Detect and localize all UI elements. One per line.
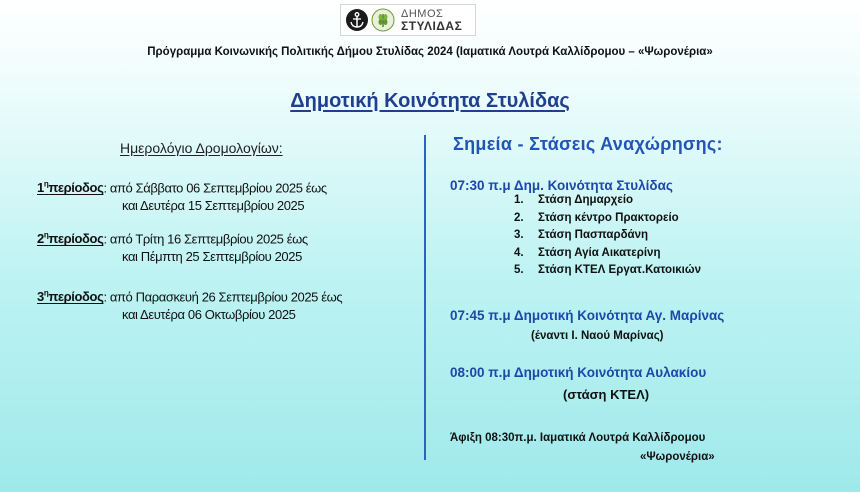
period-3 [37,285,342,324]
departure-ag-marina: 07:45 π.μ Δημοτική Κοινότητα Αγ. Μαρίνας [450,308,725,323]
period-label: $1^\eta\pi\varepsilon\rho ίo\delta o\varsigma$ [37,180,104,196]
page-title: Δημοτική Κοινότητα Στυλίδας [290,90,570,112]
period-label: $3^\eta\pi\varepsilon\rho ίo\delta o\varsigma$ [37,289,104,305]
program-subtitle: Πρόγραμμα Κοινωνικής Πολιτικής Δήμου Στυλίδας 2024 (Ιαματικά Λουτρά Καλλίδρομου – «Ψωρονέρια» [147,46,713,58]
calendar-heading: Ημερολόγιο Δρομολογίων: [120,140,283,156]
period-3-dates-start: : από Παρασκευή 26 Σεπτεμβρίου 2025 έως [103,289,343,305]
period-1 [37,176,327,215]
list-item: 5. Στάση ΚΤΕΛ Εργατ.Κατοικιών [514,264,701,276]
period-2-dates-start: : από Τρίτη 16 Σεπτεμβρίου 2025 έως [103,231,308,247]
arrival-place: «Ψωρονέρια» [640,451,715,463]
municipality-logo [340,4,476,36]
list-item: 3. Στάση Πασπαρδάνη [514,229,649,241]
stops-heading: Σημεία - Στάσεις Αναχώρησης: [453,134,723,154]
period-1-dates-end: και Δευτέρα 15 Σεπτεμβρίου 2025 [122,198,305,214]
list-item: 4. Στάση Αγία Αικατερίνη [514,246,661,259]
list-item: 2. Στάση κέντρο Πρακτορείο [514,211,679,224]
wheat-emblem-icon [371,8,395,32]
stops-list [514,192,701,280]
column-divider [424,135,426,460]
logo-line1: ΔΗΜΟΣ [401,7,444,20]
period-label: $2^\eta\pi\varepsilon\rho ίo\delta o\varsigma$ [37,231,104,247]
period-2 [37,227,308,266]
list-item: 1. Στάση Δημαρχείο [514,194,634,206]
departure-stylida: 07:30 π.μ Δημ. Κοινότητα Στυλίδας [450,178,673,193]
arrival-info: Άφιξη 08:30π.μ. Ιαματικά Λουτρά Καλλίδρομου [450,432,706,444]
period-3-dates-end: και Δευτέρα 06 Οκτωβρίου 2025 [122,307,296,323]
period-1-dates-start: : από Σάββατο 06 Σεπτεμβρίου 2025 έως [103,180,327,196]
departure-ag-marina-note: (έναντι Ι. Ναού Μαρίνας) [531,330,664,342]
logo-line2: ΣΤΥΛΙΔΑΣ [401,18,463,33]
anchor-icon [345,8,369,32]
period-2-dates-end: και Πέμπτη 25 Σεπτεμβρίου 2025 [122,249,302,265]
departure-avlaki-note: (στάση ΚΤΕΛ) [563,387,650,402]
departure-avlaki: 08:00 π.μ Δημοτική Κοινότητα Αυλακίου [450,365,707,380]
